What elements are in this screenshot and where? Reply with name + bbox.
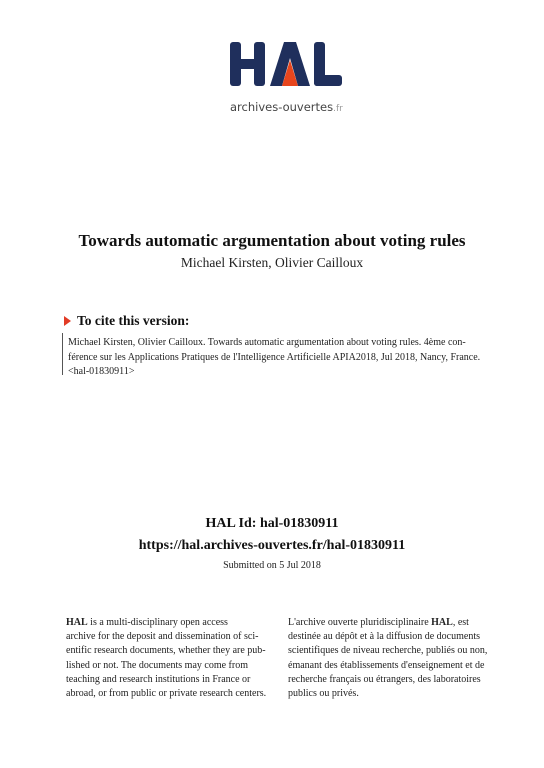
citation-line: Michael Kirsten, Olivier Cailloux. Towards automatic argumentation about voting rules. 4ème con- — [68, 337, 466, 348]
abstract-line: émanant des établissements d'enseignement et de — [288, 659, 485, 671]
cite-heading: To cite this version: — [64, 313, 189, 329]
hal-logo — [226, 38, 346, 114]
citation-text — [68, 336, 514, 380]
paper-authors: Michael Kirsten, Olivier Cailloux — [180, 255, 364, 270]
abstract-line: entific research documents, whether they are pub- — [66, 645, 266, 657]
hal-logo-mark — [226, 38, 346, 98]
submission-date: Submitted on 5 Jul 2018 — [223, 560, 321, 571]
abstract-line: L'archive ouverte pluridisciplinaire HAL, est — [288, 617, 469, 628]
citation-line: <hal-01830911> — [68, 366, 135, 377]
abstract-line: scientifiques de niveau recherche, publiés ou non, — [288, 645, 488, 657]
abstract-line: destinée au dépôt et à la diffusion de documents — [288, 631, 480, 643]
abstract-line: abroad, or from public or private research centers. — [66, 688, 267, 700]
abstract-line: recherche français ou étrangers, des laboratoires — [288, 673, 481, 685]
abstract-french — [288, 616, 490, 701]
paper-title: Towards automatic argumentation about voting rules — [78, 231, 466, 250]
abstract-line: archive for the deposit and dissemination of sci- — [66, 631, 259, 643]
hal-url-link[interactable]: https://hal.archives-ouvertes.fr/hal-01830911 — [138, 538, 406, 553]
citation-line: férence sur les Applications Pratiques de l'Intelligence Artificielle APIA2018, Jul 2018, Nancy, France. — [68, 351, 481, 363]
abstract-line: lished or not. The documents may come from — [66, 659, 248, 671]
triangle-bullet-icon — [64, 316, 71, 326]
abstract-english — [66, 616, 268, 701]
abstract-line: teaching and research institutions in France or — [66, 673, 251, 685]
abstract-line: publics ou privés. — [288, 688, 359, 700]
hal-logo-subtitle: archives-ouvertes.fr — [230, 100, 343, 114]
cite-rule — [62, 333, 63, 375]
abstract-line: HAL is a multi-disciplinary open access — [66, 617, 228, 628]
hal-id: HAL Id: hal-01830911 — [205, 516, 339, 531]
